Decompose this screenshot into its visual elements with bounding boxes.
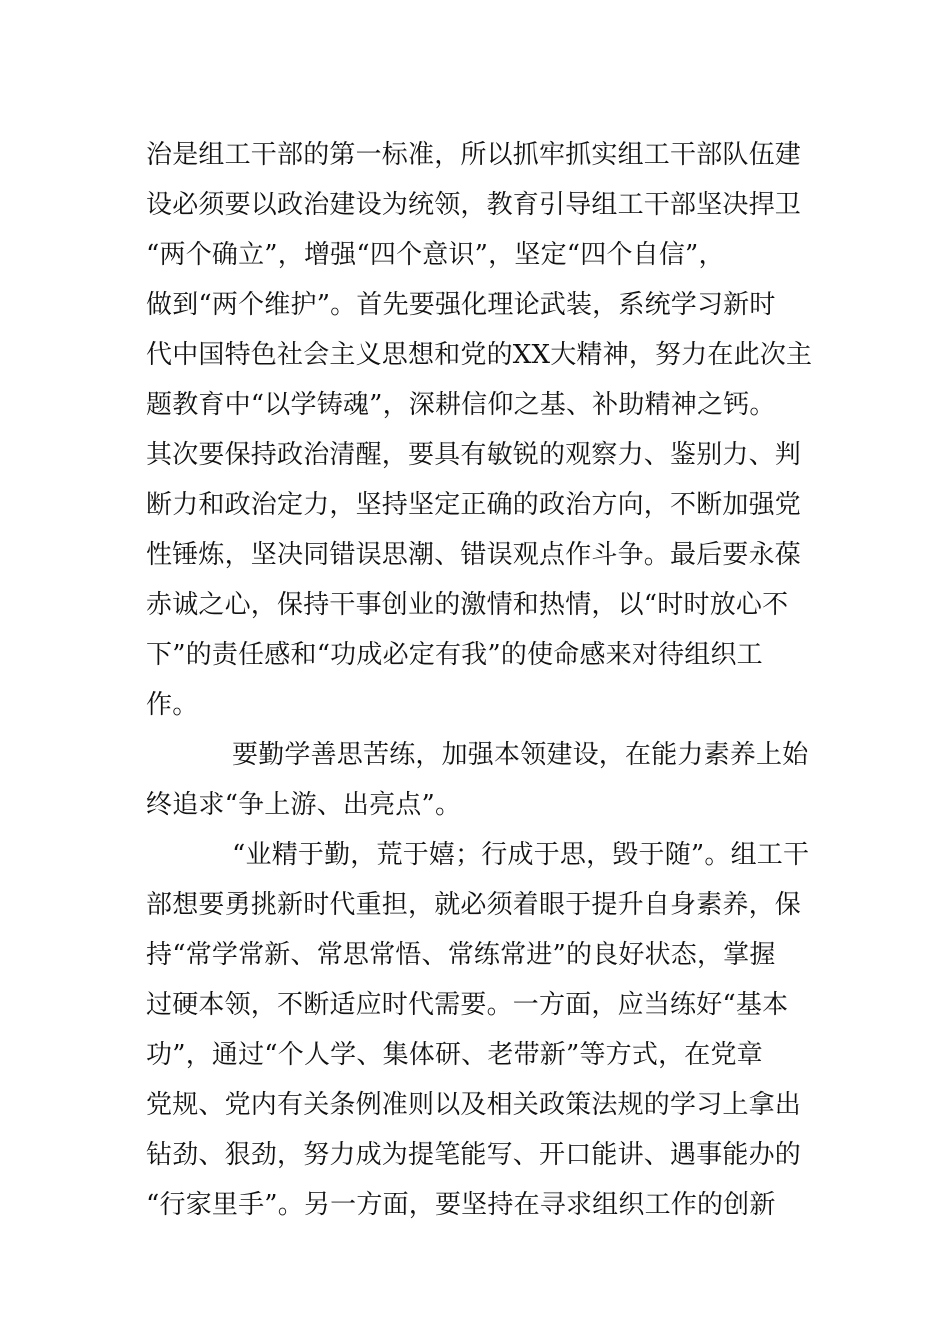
text-line: “行家里手”。另一方面，要坚持在寻求组织工作的创新 (146, 1190, 776, 1220)
text-line: 其次要保持政治清醒，要具有敏锐的观察力、鉴别力、判 (146, 440, 802, 470)
text-line: 下”的责任感和“功成必定有我”的使命感来对待组织工 (146, 640, 763, 670)
text-line: 治是组工干部的第一标准，所以抓牢抓实组工干部队伍建 (146, 140, 802, 170)
text-line: 赤诚之心，保持干事创业的激情和热情，以“时时放心不 (146, 590, 789, 620)
body-text (146, 130, 813, 1230)
text-line: 设必须要以政治建设为统领，教育引导组工干部坚决捍卫 (146, 190, 802, 220)
paragraph-heading-line: 要勤学善思苦练，加强本领建设，在能力素养上始 (232, 740, 809, 770)
text-line: 部想要勇挑新时代重担，就必须着眼于提升自身素养，保 (146, 890, 802, 920)
text-line: 代中国特色社会主义思想和党的XX大精神，努力在此次主 (146, 340, 813, 370)
text-line: 过硬本领，不断适应时代需要。一方面，应当练好“基本 (146, 990, 789, 1020)
text-line: 性锤炼，坚决同错误思潮、错误观点作斗争。最后要永葆 (146, 540, 802, 570)
text-line: 做到“两个维护”。首先要强化理论武装，系统学习新时 (146, 290, 776, 320)
paragraph-first-line: “业精于勤，荒于嬉；行成于思，毁于随”。组工干 (232, 840, 810, 870)
text-line: 党规、党内有关条例准则以及相关政策法规的学习上拿出 (146, 1090, 802, 1120)
text-line: 作。 (146, 690, 199, 720)
text-line: 题教育中“以学铸魂”，深耕信仰之基、补助精神之钙。 (146, 390, 776, 420)
text-line: 钻劲、狠劲，努力成为提笔能写、开口能讲、遇事能办的 (146, 1140, 802, 1170)
text-line: 功”，通过“个人学、集体研、老带新”等方式，在党章 (146, 1040, 763, 1070)
text-line: 持“常学常新、常思常悟、常练常进”的良好状态，掌握 (146, 940, 776, 970)
text-line: 终追求“争上游、出亮点”。 (146, 790, 462, 820)
text-line: 断力和政治定力，坚持坚定正确的政治方向，不断加强党 (146, 490, 802, 520)
text-line: “两个确立”，增强“四个意识”，坚定“四个自信”， (146, 240, 725, 270)
